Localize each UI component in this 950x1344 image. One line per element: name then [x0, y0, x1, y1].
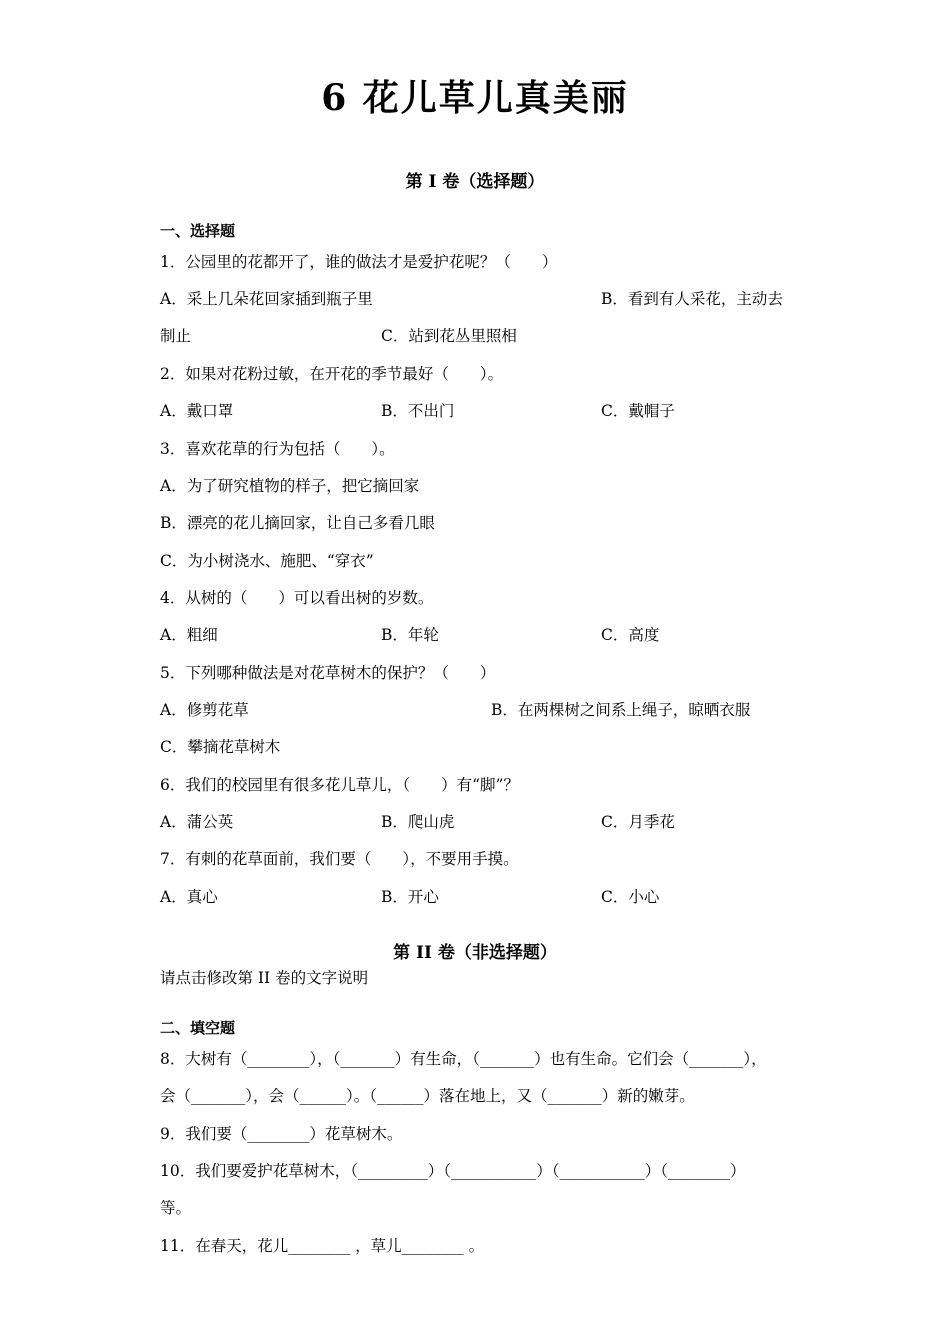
section-2-heading: 二、填空题 — [160, 1019, 236, 1037]
fill-question-8-continued: 会（_______），会（______）。（______）落在地上，又（_______）新的嫩芽。 — [160, 1087, 695, 1105]
question-7: 7．有刺的花草面前，我们要（ ），不要用手摸。 — [160, 850, 519, 868]
page-title: 6 花儿草儿真美丽 — [321, 77, 629, 119]
fill-question-8: 8．大树有（________），（_______）有生命，（_______）也有生命。它们会（_______）， — [160, 1050, 767, 1068]
volume-2-heading: 第 II 卷（非选择题） — [393, 943, 557, 963]
q7-option-a: A．真心 — [160, 888, 218, 906]
q7-option-c: C．小心 — [601, 888, 660, 906]
question-2: 2．如果对花粉过敏，在开花的季节最好（ ）。 — [160, 365, 504, 383]
q6-option-b: B．爬山虎 — [381, 813, 455, 831]
q1-option-b: B．看到有人采花，主动去 — [601, 290, 783, 308]
q3-option-b: B．漂亮的花儿摘回家，让自己多看几眼 — [160, 514, 435, 532]
q4-option-c: C．高度 — [601, 626, 660, 644]
q5-option-b: B．在两棵树之间系上绳子，晾晒衣服 — [491, 701, 751, 719]
question-6: 6．我们的校园里有很多花儿草儿，（ ）有“脚”？ — [160, 776, 519, 794]
q1-option-a: A．采上几朵花回家插到瓶子里 — [160, 290, 373, 308]
section-1-heading: 一、选择题 — [160, 222, 236, 240]
q2-option-a: A．戴口罩 — [160, 402, 234, 420]
fill-question-11: 11．在春天，花儿________ ，草儿________ 。 — [160, 1237, 485, 1255]
fill-question-10: 10．我们要爱护花草树木，（_________）（___________）（___________）（________） — [160, 1162, 746, 1180]
fill-question-10-continued: 等。 — [160, 1199, 192, 1217]
volume-2-description: 请点击修改第 II 卷的文字说明 — [160, 969, 369, 987]
q3-option-c: C．为小树浇水、施肥、“穿衣” — [160, 552, 374, 570]
q1-option-c: C．站到花丛里照相 — [381, 327, 517, 345]
question-5: 5．下列哪种做法是对花草树木的保护？（ ） — [160, 664, 496, 682]
question-1: 1．公园里的花都开了，谁的做法才是爱护花呢？（ ） — [160, 253, 558, 271]
q2-option-c: C．戴帽子 — [601, 402, 675, 420]
q6-option-c: C．月季花 — [601, 813, 675, 831]
q1-option-b-continued: 制止 — [160, 327, 192, 345]
q4-option-a: A．粗细 — [160, 626, 218, 644]
q3-option-a: A．为了研究植物的样子，把它摘回家 — [160, 477, 420, 495]
q6-option-a: A．蒲公英 — [160, 813, 234, 831]
q4-option-b: B．年轮 — [381, 626, 439, 644]
q5-option-a: A．修剪花草 — [160, 701, 249, 719]
q5-option-c: C．攀摘花草树木 — [160, 738, 281, 756]
q7-option-b: B．开心 — [381, 888, 439, 906]
question-3: 3．喜欢花草的行为包括（ ）。 — [160, 440, 395, 458]
q2-option-b: B．不出门 — [381, 402, 455, 420]
question-4: 4．从树的（ ）可以看出树的岁数。 — [160, 589, 434, 607]
volume-1-heading: 第 I 卷（选择题） — [405, 172, 545, 192]
fill-question-9: 9．我们要（________）花草树木。 — [160, 1125, 403, 1143]
